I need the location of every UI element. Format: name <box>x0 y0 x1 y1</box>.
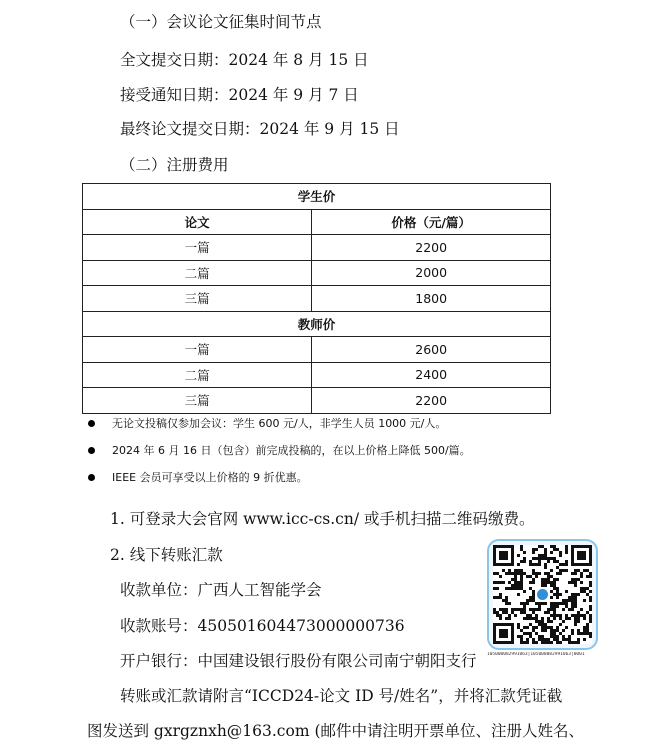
price-cell: 2200 <box>312 235 551 261</box>
payee-name: 收款单位：广西人工智能学会 <box>120 581 322 599</box>
payment-online-item: 1. 可登录大会官网 www.icc-cs.cn/ 或手机扫描二维码缴费。 <box>110 510 535 528</box>
paper-count-cell: 三篇 <box>83 286 312 312</box>
paper-count-cell: 二篇 <box>83 362 312 388</box>
price-cell: 1800 <box>312 286 551 312</box>
fee-notes-list <box>88 414 471 495</box>
section1-heading: （一）会议论文征集时间节点 <box>120 13 322 31</box>
price-cell: 2200 <box>312 388 551 414</box>
qr-caption: 105000082991063|105000082991063|0001 <box>487 652 585 657</box>
paper-count-cell: 三篇 <box>83 388 312 414</box>
price-cell: 2400 <box>312 362 551 388</box>
table-row <box>83 209 551 235</box>
bullet-icon <box>88 447 95 454</box>
list-item <box>88 414 471 441</box>
table-row <box>83 311 551 337</box>
bullet-icon <box>88 420 95 427</box>
price-cell: 2600 <box>312 337 551 363</box>
final-submission-date: 最终论文提交日期：2024 年 9 月 15 日 <box>120 120 400 138</box>
table-row <box>83 362 551 388</box>
qr-code-icon <box>493 545 592 644</box>
remark-line-1: 转账或汇款请附言“ICCD24-论文 ID 号/姓名”，并将汇款凭证截 <box>120 687 563 705</box>
table-row <box>83 388 551 414</box>
paper-count-cell: 一篇 <box>83 235 312 261</box>
student-price-title: 学生价 <box>83 184 551 210</box>
table-row <box>83 260 551 286</box>
section2-heading: （二）注册费用 <box>120 156 229 174</box>
table-row <box>83 337 551 363</box>
column-header-price: 价格（元/篇） <box>312 209 551 235</box>
note-text: 2024 年 6 月 16 日（包含）前完成投稿的，在以上价格上降低 500/篇。 <box>112 444 471 457</box>
registration-fee-table <box>82 183 551 414</box>
paper-count-cell: 一篇 <box>83 337 312 363</box>
note-text: 无论文投稿仅参加会议：学生 600 元/人，非学生人员 1000 元/人。 <box>112 417 447 430</box>
bank-name: 开户银行：中国建设银行股份有限公司南宁朝阳支行 <box>120 652 477 670</box>
payment-qr-code[interactable] <box>487 539 598 650</box>
table-row <box>83 235 551 261</box>
price-cell: 2000 <box>312 260 551 286</box>
payment-offline-item: 2. 线下转账汇款 <box>110 546 223 564</box>
note-text: IEEE 会员可享受以上价格的 9 折优惠。 <box>112 471 308 484</box>
remark-line-2: 图发送到 gxrgznxh@163.com (邮件中请注明开票单位、注册人姓名、 <box>87 722 584 740</box>
table-row <box>83 286 551 312</box>
column-header-paper: 论文 <box>83 209 312 235</box>
list-item <box>88 441 471 468</box>
bullet-icon <box>88 474 95 481</box>
paper-count-cell: 二篇 <box>83 260 312 286</box>
list-item <box>88 468 471 495</box>
teacher-price-title: 教师价 <box>83 311 551 337</box>
table-row <box>83 184 551 210</box>
full-text-date: 全文提交日期：2024 年 8 月 15 日 <box>120 51 369 69</box>
account-number: 收款账号：450501604473000000736 <box>120 617 405 635</box>
notification-date: 接受通知日期：2024 年 9 月 7 日 <box>120 86 359 104</box>
